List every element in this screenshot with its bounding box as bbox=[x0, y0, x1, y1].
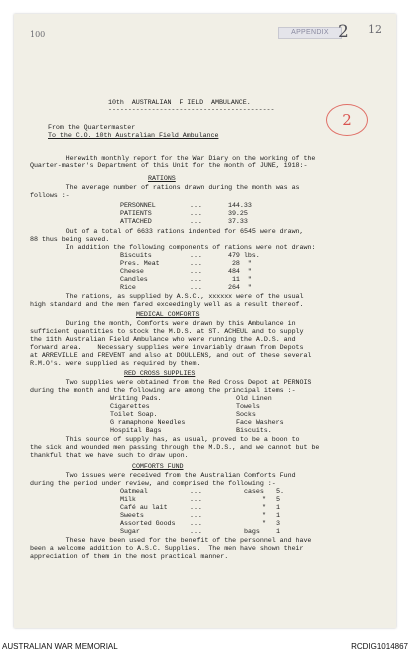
handwritten-folio-note: 100 bbox=[30, 30, 46, 39]
circled-page-number: 2 bbox=[326, 104, 368, 136]
medical-comforts-heading: MEDICAL COMFORTS bbox=[136, 311, 200, 319]
list-item-unit: " bbox=[262, 496, 266, 504]
list-item-label: PERSONNEL bbox=[120, 202, 156, 210]
list-item-leader: ... bbox=[190, 202, 202, 210]
list-item-leader: ... bbox=[190, 260, 202, 268]
list-item-label: Assorted Goods bbox=[120, 520, 176, 528]
list-item-unit: bags bbox=[244, 528, 260, 536]
list-item-value: 28 " bbox=[228, 260, 252, 268]
medical-line-3: the 11th Australian Field Ambulance who were running the A.D.S. and bbox=[30, 336, 296, 344]
comforts-fund-heading: COMFORTS FUND bbox=[132, 463, 184, 471]
list-item-unit: " bbox=[262, 520, 266, 528]
list-item-qty: 1 bbox=[276, 504, 280, 512]
list-item-value: 11 " bbox=[228, 276, 252, 284]
document-title: 10th AUSTRALIAN F IELD AMBULANCE. bbox=[108, 99, 251, 107]
list-item-label: Candles bbox=[120, 276, 148, 284]
list-item-left: Cigarettes bbox=[110, 403, 150, 411]
list-item-qty: 5 bbox=[276, 496, 280, 504]
medical-line-4: forward area. Necessary supplies were invariably drawn from Depots bbox=[30, 344, 304, 352]
from-line: From the Quartermaster bbox=[48, 124, 136, 132]
list-item-label: Pres. Meat bbox=[120, 260, 160, 268]
intro-line-1: Herewith monthly report for the War Diary on the working of the bbox=[30, 155, 316, 163]
comforts-line-2: during the period under review, and comprised the following :- bbox=[30, 480, 276, 488]
comforts-line-1: Two issues were received from the Australian Comforts Fund bbox=[30, 472, 296, 480]
list-item-label: Cheese bbox=[120, 268, 144, 276]
list-item-leader: ... bbox=[190, 210, 202, 218]
list-item-leader: ... bbox=[190, 520, 202, 528]
list-item-leader: ... bbox=[190, 528, 202, 536]
rations-closing-1: The rations, as supplied by A.S.C., xxxxxx were of the usual bbox=[30, 293, 304, 301]
medical-line-6: R.M.O's. were supplied as required by them. bbox=[30, 360, 201, 368]
rations-para-1: Out of a total of 6633 rations indented for 6545 were drawn, bbox=[30, 228, 304, 236]
medical-line-2: sufficient quantities to stock the M.D.S. at ST. ACHEUL and to supply bbox=[30, 328, 304, 336]
list-item-leader: ... bbox=[190, 512, 202, 520]
comforts-closing-3: appreciation of them in the most practical manner. bbox=[30, 553, 229, 561]
red-cross-heading: RED CROSS SUPPLIES bbox=[124, 370, 196, 378]
list-item-leader: ... bbox=[190, 252, 202, 260]
footer-record-id: RCDIG1014867 bbox=[351, 642, 408, 651]
list-item-value: 37.33 bbox=[228, 218, 248, 226]
list-item-label: Rice bbox=[120, 284, 136, 292]
red-cross-closing-3: thankful that we have such to draw upon. bbox=[30, 452, 189, 460]
rations-para-3: In addition the following components of rations were not drawn: bbox=[30, 244, 316, 252]
list-item-right: Socks bbox=[236, 411, 256, 419]
list-item-leader: ... bbox=[190, 276, 202, 284]
list-item-label: Café au lait bbox=[120, 504, 168, 512]
red-cross-closing-2: the sick and wounded men passing through the M.D.S., and we cannot but be bbox=[30, 444, 320, 452]
list-item-label: Biscuits bbox=[120, 252, 152, 260]
list-item-leader: ... bbox=[190, 488, 202, 496]
list-item-label: Milk bbox=[120, 496, 136, 504]
medical-line-5: at ARREVILLE and FREVENT and also at DOULLENS, and out of these several bbox=[30, 352, 312, 360]
red-cross-line-1: Two supplies were obtained from the Red Cross Depot at PERNOIS bbox=[30, 379, 312, 387]
list-item-right: Biscuits. bbox=[236, 427, 272, 435]
list-item-label: Sugar bbox=[120, 528, 140, 536]
list-item-right: Towels bbox=[236, 403, 260, 411]
list-item-left: Writing Pads. bbox=[110, 395, 162, 403]
list-item-left: Toilet Soap. bbox=[110, 411, 158, 419]
rations-heading: RATIONS bbox=[148, 175, 176, 183]
list-item-label: Sweets bbox=[120, 512, 144, 520]
rations-para-2: 88 thus being saved. bbox=[30, 236, 110, 244]
handwritten-appendix-number: 2 bbox=[338, 22, 349, 42]
list-item-unit: " bbox=[262, 504, 266, 512]
title-underline: ------------------------------------------ bbox=[108, 106, 275, 114]
rations-line-2: follows :- bbox=[30, 192, 70, 200]
rations-closing-2: high standard and the men fared exceedingly well as a result thereof. bbox=[30, 301, 304, 309]
page-number: 12 bbox=[368, 23, 382, 36]
list-item-label: Oatmeal bbox=[120, 488, 148, 496]
list-item-left: G ramaphone Needles bbox=[110, 419, 186, 427]
list-item-unit: cases bbox=[244, 488, 264, 496]
red-cross-line-2: during the month and the following are among the principal items :- bbox=[30, 387, 296, 395]
list-item-leader: ... bbox=[190, 268, 202, 276]
red-cross-closing-1: This source of supply has, as usual, proved to be a boon to bbox=[30, 436, 300, 444]
list-item-leader: ... bbox=[190, 284, 202, 292]
medical-line-1: During the month, Comforts were drawn by this Ambulance in bbox=[30, 320, 296, 328]
list-item-label: ATTACHED bbox=[120, 218, 152, 226]
list-item-left: Hospital Bags bbox=[110, 427, 162, 435]
list-item-value: 484 " bbox=[228, 268, 252, 276]
appendix-stamp: APPENDIX bbox=[278, 27, 342, 39]
footer-archive-name: AUSTRALIAN WAR MEMORIAL bbox=[2, 642, 118, 651]
comforts-closing-1: These have been used for the benefit of the personnel and have bbox=[30, 537, 312, 545]
list-item-right: Old Linen bbox=[236, 395, 272, 403]
list-item-label: PATIENTS bbox=[120, 210, 152, 218]
list-item-qty: 3 bbox=[276, 520, 280, 528]
comforts-closing-2: been a welcome addition to A.S.C. Supplies. The men have shown their bbox=[30, 545, 304, 553]
intro-line-2: Quarter-master's Department of this Unit for the month of JUNE, 1918:- bbox=[30, 162, 308, 170]
list-item-value: 264 " bbox=[228, 284, 252, 292]
to-line: To the C.O. 10th Australian Field Ambulance bbox=[48, 132, 219, 140]
list-item-right: Face Washers bbox=[236, 419, 284, 427]
list-item-leader: ... bbox=[190, 218, 202, 226]
list-item-value: 144.33 bbox=[228, 202, 252, 210]
list-item-value: 39.25 bbox=[228, 210, 248, 218]
list-item-qty: 5. bbox=[276, 488, 284, 496]
list-item-qty: 1 bbox=[276, 528, 280, 536]
list-item-leader: ... bbox=[190, 504, 202, 512]
list-item-value: 479 lbs. bbox=[228, 252, 260, 260]
list-item-leader: ... bbox=[190, 496, 202, 504]
rations-line-1: The average number of rations drawn during the month was as bbox=[30, 184, 300, 192]
list-item-unit: " bbox=[262, 512, 266, 520]
list-item-qty: 1 bbox=[276, 512, 280, 520]
